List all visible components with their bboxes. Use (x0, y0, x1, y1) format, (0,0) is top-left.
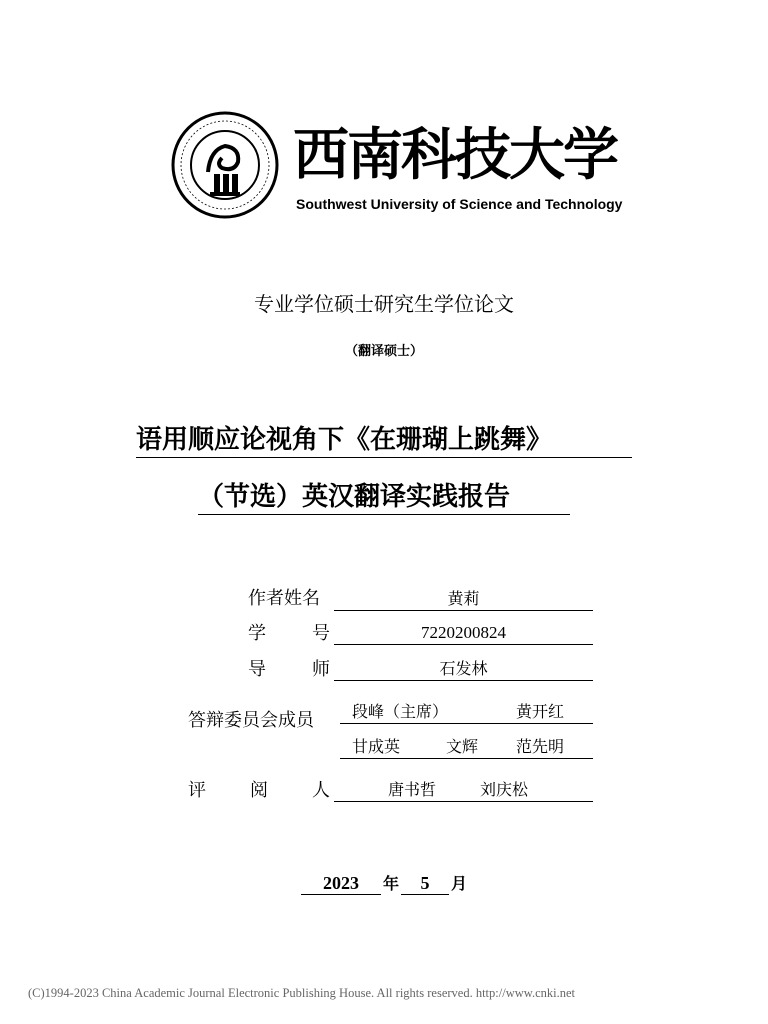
committee-member: 范先明 (516, 737, 565, 756)
copyright-footer: (C)1994-2023 China Academic Journal Electronic Publishing House. All rights reserved. http://www.cnki.net (28, 986, 576, 1000)
reviewer-name: 唐书哲 (388, 780, 437, 799)
committee-member: 段峰（主席） (352, 702, 449, 721)
university-seal-icon (170, 110, 280, 220)
advisor-label-char: 师 (312, 659, 330, 680)
date-month: 5 (401, 873, 449, 895)
reviewer-name: 刘庆松 (480, 780, 529, 799)
committee-line-2 (340, 736, 593, 759)
student-id-value: 7220200824 (334, 622, 593, 645)
thesis-title-line-1: 语用顺应论视角下《在珊瑚上跳舞》 (136, 423, 632, 458)
student-id-label (248, 622, 330, 646)
reviewer-label-char: 阅 (250, 780, 268, 801)
author-value: 黄莉 (334, 588, 593, 611)
date-year-unit: 年 (383, 874, 400, 893)
student-id-label-char: 号 (312, 623, 330, 644)
submission-date (301, 871, 467, 895)
reviewer-label (188, 779, 330, 803)
committee-label: 答辩委员会成员 (188, 710, 314, 731)
author-label: 作者姓名 (248, 588, 320, 609)
date-month-unit: 月 (451, 874, 468, 893)
committee-member: 文辉 (446, 737, 479, 756)
degree-type: （翻译硕士） (344, 344, 423, 359)
committee-member: 黄开红 (516, 702, 565, 721)
university-name-cn: 西南科技大学 (293, 122, 617, 188)
advisor-label-char: 导 (248, 659, 266, 680)
committee-member: 甘成英 (352, 737, 401, 756)
advisor-label (248, 658, 330, 682)
reviewer-label-char: 人 (312, 780, 330, 801)
advisor-value: 石发林 (334, 658, 593, 681)
date-year: 2023 (301, 873, 381, 895)
thesis-type: 专业学位硕士研究生学位论文 (254, 292, 514, 316)
committee-line-1 (340, 701, 593, 724)
university-name-en: Southwest University of Science and Technology (296, 196, 623, 212)
reviewer-label-char: 评 (188, 780, 206, 801)
reviewer-value (334, 779, 593, 802)
student-id-label-char: 学 (248, 623, 266, 644)
thesis-title-line-2: （节选）英汉翻译实践报告 (198, 480, 570, 515)
